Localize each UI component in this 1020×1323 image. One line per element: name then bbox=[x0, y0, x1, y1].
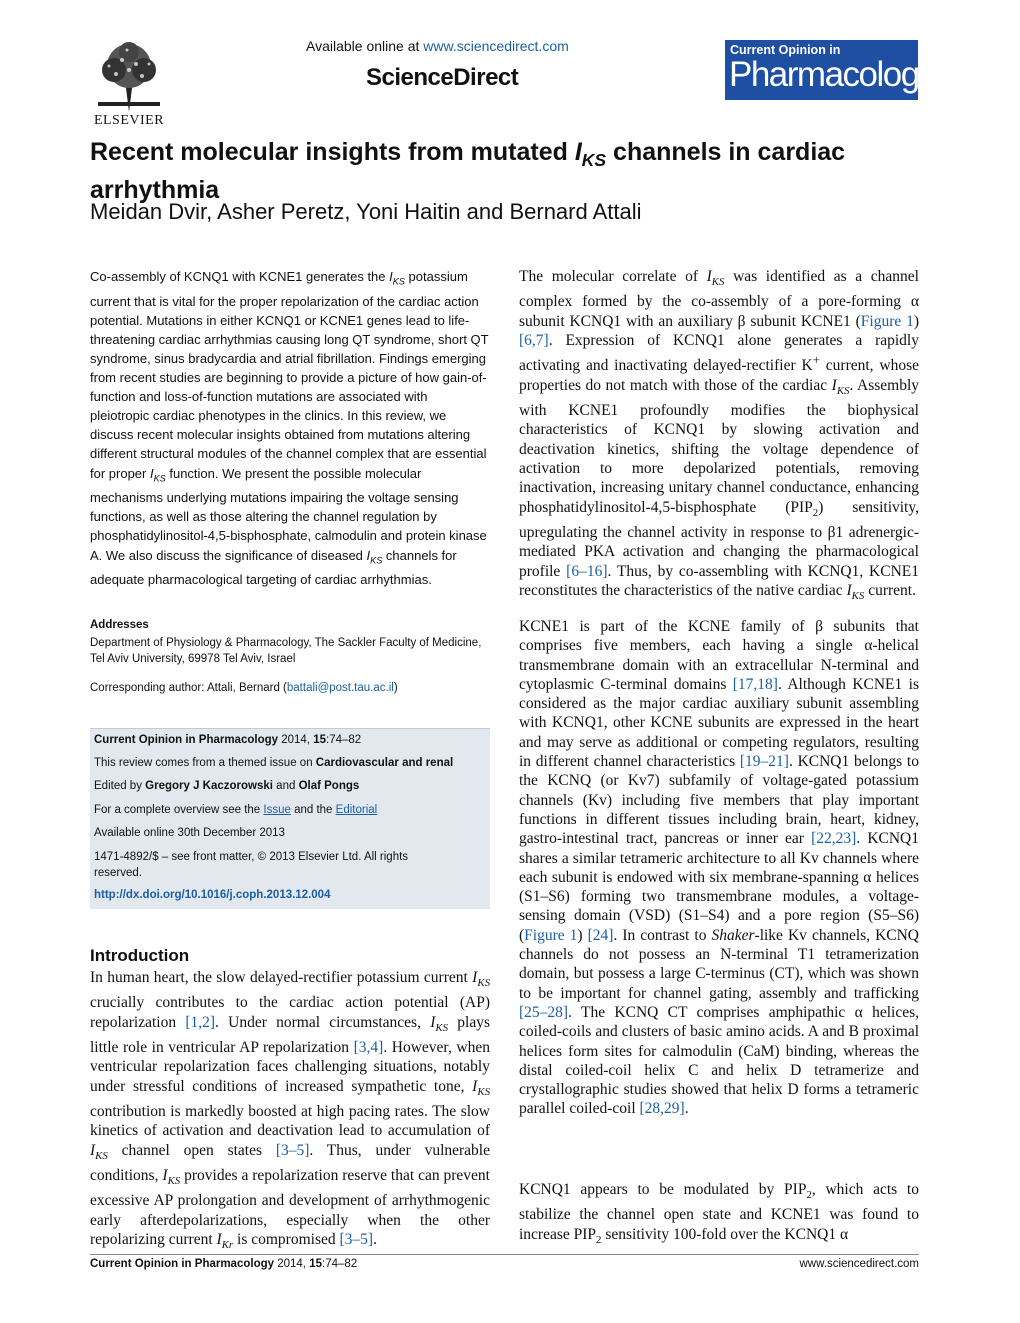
footer-pages: :74–82 bbox=[322, 1258, 358, 1270]
title-text-end: channels in cardiac arrhythmia bbox=[90, 138, 846, 204]
intro-text: . However, when ventricular repolarization faces challenging situations, notably under stressful conditions of increased sympathetic tone, bbox=[90, 1039, 490, 1095]
iks-symbol: I bbox=[846, 581, 852, 599]
available-online-date: Available online 30th December 2013 bbox=[94, 827, 285, 839]
body-text: . KCNQ1 belongs to the KCNQ (or Kv7) subfamily of voltage-gated potassium channels (Kv) including five members that play important functions in different tissues including brain, heart, kidney, gastro-intestinal tract, pancreas or inner ear bbox=[519, 753, 919, 848]
reference-link[interactable]: [25–28] bbox=[519, 1003, 569, 1021]
iks-subscript: KS bbox=[392, 276, 405, 287]
elsevier-tree-icon bbox=[94, 40, 164, 112]
body-text: , which acts to stabilize the channel open state and KCNE1 was found to increase PIP bbox=[519, 1181, 919, 1243]
journal-logo-line1: Current Opinion in bbox=[730, 43, 841, 57]
doi-link[interactable] bbox=[94, 889, 330, 901]
iks-subscript: KS bbox=[477, 1085, 490, 1098]
iks-subscript: KS bbox=[153, 473, 166, 484]
reference-link[interactable]: [6–16] bbox=[566, 562, 608, 580]
title-subscript: KS bbox=[581, 150, 607, 170]
body-text: ) bbox=[913, 312, 920, 330]
available-online-line bbox=[306, 38, 569, 54]
title-symbol: I bbox=[574, 138, 582, 166]
body-text: KCNQ1 appears to be modulated by PIP bbox=[519, 1181, 807, 1198]
body-text: ) bbox=[577, 926, 588, 944]
reference-link[interactable]: [17,18] bbox=[732, 675, 778, 693]
corresponding-prefix: Corresponding author: Attali, Bernard ( bbox=[90, 682, 287, 694]
intro-text: In human heart, the slow delayed-rectifier potassium current bbox=[90, 969, 473, 986]
citation-journal: Current Opinion in Pharmacology bbox=[94, 734, 279, 746]
iks-symbol: I bbox=[472, 969, 478, 986]
iks-symbol: I bbox=[706, 268, 712, 285]
reference-link[interactable]: [19–21] bbox=[739, 753, 789, 771]
edited-and: and bbox=[272, 780, 299, 792]
issue-link[interactable]: Issue bbox=[263, 804, 291, 816]
iks-symbol: I bbox=[90, 1141, 96, 1159]
figure-link[interactable]: Figure 1 bbox=[524, 926, 578, 944]
body-text: ) sensitivity, upregulating the channel activity in response to β1 adrenergic-mediated PKA activation and changing the pharmacological profile bbox=[519, 498, 919, 580]
iks-symbol: I bbox=[389, 269, 393, 284]
sciencedirect-url-link[interactable]: www.sciencedirect.com bbox=[423, 38, 569, 54]
body-text: . In contrast to bbox=[613, 926, 712, 944]
rights-line-2: reserved. bbox=[94, 867, 142, 879]
citation-volume: 15 bbox=[313, 734, 326, 746]
pip-subscript: 2 bbox=[806, 1189, 812, 1202]
body-text: KCNE1 is part of the KCNE family of β subunits that comprises five members, each having a single α-helical transmembrane domain with an extracellular N-terminal and cytoplasmic C-terminal domains bbox=[519, 618, 919, 693]
iks-symbol: I bbox=[162, 1167, 168, 1185]
abstract bbox=[90, 267, 490, 589]
body-text: -like Kv channels, KCNQ channels do not possess an N-terminal T1 tetramerization domain, but possess a large C-terminus (CT), which was shown to be important for channel gating, assembly and trafficking bbox=[519, 926, 919, 1002]
reference-link[interactable]: [1,2] bbox=[185, 1013, 216, 1031]
overview-line bbox=[94, 804, 377, 816]
iks-symbol: I bbox=[430, 1013, 436, 1031]
available-prefix: Available online at bbox=[306, 38, 424, 54]
article-info-box bbox=[90, 728, 490, 909]
ikr-symbol: I bbox=[216, 1231, 222, 1249]
footer-citation bbox=[90, 1258, 357, 1270]
body-text: current. bbox=[864, 581, 916, 599]
iks-subscript: KS bbox=[370, 555, 383, 566]
addresses-heading: Addresses bbox=[90, 619, 149, 631]
ikr-subscript: Kr bbox=[221, 1239, 234, 1252]
theme-prefix: This review comes from a themed issue on bbox=[94, 757, 316, 769]
body-paragraph-1 bbox=[519, 267, 919, 606]
editorial-link[interactable]: Editorial bbox=[335, 804, 378, 816]
body-text: . bbox=[684, 1100, 689, 1118]
sciencedirect-brand: ScienceDirect bbox=[366, 64, 519, 91]
pip-subscript: 2 bbox=[596, 1233, 602, 1246]
journal-logo-line2: Pharmacology bbox=[729, 55, 935, 94]
abstract-text: Co-assembly of KCNQ1 with KCNE1 generates the bbox=[90, 269, 390, 284]
reference-link[interactable]: [24] bbox=[587, 926, 614, 944]
footer-journal: Current Opinion in Pharmacology bbox=[90, 1258, 275, 1270]
footer-url[interactable]: www.sciencedirect.com bbox=[799, 1258, 919, 1270]
overview-and: and the bbox=[290, 804, 336, 816]
pip-subscript: 2 bbox=[812, 506, 819, 519]
iks-subscript: KS bbox=[711, 276, 725, 289]
intro-text: . Under normal circumstances, bbox=[215, 1013, 431, 1031]
abstract-text: channels for adequate pharmacological targeting of cardiac arrhythmias. bbox=[90, 547, 457, 588]
journal-logo bbox=[725, 40, 935, 100]
corresponding-author bbox=[90, 682, 490, 694]
body-text: was identified as a channel complex formed by the co-assembly of a pore-forming α subunit KCNQ1 with an auxiliary β subunit KCNE1 ( bbox=[519, 268, 919, 330]
intro-text: crucially contributes to the cardiac action potential (AP) repolarization bbox=[90, 994, 490, 1031]
footer-year: 2014, bbox=[274, 1258, 310, 1270]
reference-link[interactable]: [3–5] bbox=[339, 1231, 374, 1249]
rights-line-1: 1471-4892/$ – see front matter, © 2013 Elsevier Ltd. All rights bbox=[94, 851, 409, 863]
themed-issue-line bbox=[94, 757, 453, 769]
body-text: The molecular correlate of bbox=[519, 268, 707, 285]
iks-subscript: KS bbox=[95, 1149, 108, 1162]
addresses-text: Department of Physiology & Pharmacology, The Sackler Faculty of Medicine, Tel Aviv University, 69978 Tel Aviv, Israel bbox=[90, 637, 482, 665]
title-text: Recent molecular insights from mutated bbox=[90, 138, 575, 166]
elsevier-logo bbox=[88, 40, 170, 128]
intro-text: . Thus, under vulnerable conditions, bbox=[90, 1141, 490, 1185]
iks-symbol: I bbox=[831, 376, 837, 394]
intro-text: contribution is markedly boosted at high pacing rates. The slow kinetics of activation and deactivation lead to accumulation of bbox=[90, 1103, 490, 1140]
theme-name: Cardiovascular and renal bbox=[315, 757, 454, 769]
intro-text: plays little role in ventricular AP repolarization bbox=[90, 1013, 490, 1057]
authors: Meidan Dvir, Asher Peretz, Yoni Haitin and Bernard Attali bbox=[90, 199, 642, 224]
overview-prefix: For a complete overview see the bbox=[94, 804, 264, 816]
body-text: . Thus, by co-assembling with KCNQ1, KCNE1 reconstitutes the characteristics of the native cardiac bbox=[519, 562, 919, 599]
editor-name: Olaf Pongs bbox=[298, 780, 360, 792]
body-text: . KCNQ1 shares a similar tetrameric architecture to all Kv channels where each subunit is endowed with six membrane-spanning α helices (S1–S6) forming two transmembrane modules, a voltage-sensing domain (VSD) (S1–S4) and a pore region (S5–S6) ( bbox=[519, 830, 919, 944]
body-text: current, whose properties do not match with those of the cardiac bbox=[519, 357, 919, 394]
iks-symbol: I bbox=[366, 547, 371, 563]
body-paragraph-2 bbox=[519, 617, 919, 1119]
iks-subscript: KS bbox=[477, 977, 490, 990]
body-text: . Expression of KCNQ1 alone generates a rapidly activating and inactivating delayed-rectifier K bbox=[519, 331, 919, 375]
introduction-heading: Introduction bbox=[90, 946, 190, 965]
footer-volume: 15 bbox=[309, 1258, 322, 1270]
publisher-name: ELSEVIER bbox=[93, 113, 165, 128]
citation-pages: :74–82 bbox=[326, 734, 362, 746]
author-email-link[interactable]: battali@post.tau.ac.il bbox=[286, 682, 394, 694]
intro-text: provides a repolarization reserve that can prevent excessive AP prolongation and development of arrhythmogenic early afterdepolarizations, especially when the other repolarizing current bbox=[90, 1167, 490, 1249]
reference-link[interactable]: [6,7] bbox=[519, 331, 549, 349]
citation-line bbox=[94, 734, 361, 746]
body-text: . Although KCNE1 is considered as the major cardiac auxiliary subunit assembling with KCNQ1, other KCNE subunits are expressed in the heart and may serve as additional or competing regulators, resulting in different channel characteristics bbox=[519, 675, 919, 771]
iks-subscript: KS bbox=[836, 384, 850, 397]
iks-subscript: KS bbox=[167, 1175, 181, 1188]
shaker-term: Shaker bbox=[711, 926, 755, 944]
reference-link[interactable]: [22,23] bbox=[811, 830, 857, 848]
editors-line bbox=[94, 780, 359, 792]
editor-name: Gregory J Kaczorowski bbox=[145, 780, 273, 792]
doi-link-text[interactable]: http://dx.doi.org/10.1016/j.coph.2013.12.004 bbox=[94, 889, 331, 901]
introduction-text bbox=[90, 968, 490, 1255]
intro-text: channel open states bbox=[107, 1141, 276, 1159]
footer-divider bbox=[90, 1254, 919, 1255]
abstract-text: function. We present the possible molecular mechanisms underlying mutations impairing the voltage sensing functions, as well as those altering the channel regulation by phosphatidylinositol-4,5-bisphosphate, calmodulin and protein kinase A. We also discuss the significance of diseased bbox=[90, 465, 487, 563]
iks-symbol: I bbox=[149, 465, 154, 481]
abstract-text: potassium current that is vital for the proper repolarization of the cardiac action potential. Mutations in either KCNQ1 or KCNE1 genes lead to life-threatening cardiac arrhythmias causing long QT syndrome, short QT syndrome, sinus bradycardia and atrial fibrillation. Findings emerging from recent studies are beginning to provide a picture of how gain-of-function and loss-of-function mutations are associated with pleiotropic cardiac phenotypes in the clinics. In this review, we discuss recent molecular insights obtained from mutations altering different structural modules of the channel complex that are essential for proper bbox=[90, 269, 489, 481]
reference-link[interactable]: [28,29] bbox=[639, 1100, 685, 1118]
reference-link[interactable]: [3,4] bbox=[353, 1039, 384, 1057]
intro-text: is compromised bbox=[233, 1231, 340, 1249]
citation-year: 2014, bbox=[278, 734, 314, 746]
body-paragraph-3 bbox=[519, 1180, 919, 1250]
iks-subscript: KS bbox=[435, 1021, 449, 1034]
intro-text: . bbox=[373, 1231, 377, 1249]
body-text: . The KCNQ CT comprises amphipathic α helices, coiled-coils and clusters of basic amino acids. A and B proximal helices form sites for calmodulin (CaM) binding, whereas the distal coiled-coil helix C and helix D tetramerize and crystallographic studies showed that helix D forms a tetrameric parallel coiled-coil bbox=[519, 1003, 919, 1118]
reference-link[interactable]: [3–5] bbox=[275, 1141, 310, 1159]
superscript-plus: + bbox=[812, 352, 820, 368]
article-title bbox=[90, 137, 930, 205]
figure-link[interactable]: Figure 1 bbox=[860, 312, 914, 330]
edited-prefix: Edited by bbox=[94, 780, 146, 792]
iks-subscript: KS bbox=[851, 589, 865, 602]
corresponding-suffix: ) bbox=[393, 682, 398, 694]
body-text: . Assembly with KCNE1 profoundly modifies the biophysical characteristics of KCNQ1 by slowing activation and deactivation kinetics, shifting the voltage dependence of activation to more depolarized potentials, removing inactivation, increasing unitary channel conductance, enhancing phosphatidylinositol-4,5-bisphosphate (PIP bbox=[519, 376, 920, 516]
body-text: sensitivity 100-fold over the KCNQ1 α bbox=[601, 1225, 849, 1243]
iks-symbol: I bbox=[472, 1077, 478, 1095]
